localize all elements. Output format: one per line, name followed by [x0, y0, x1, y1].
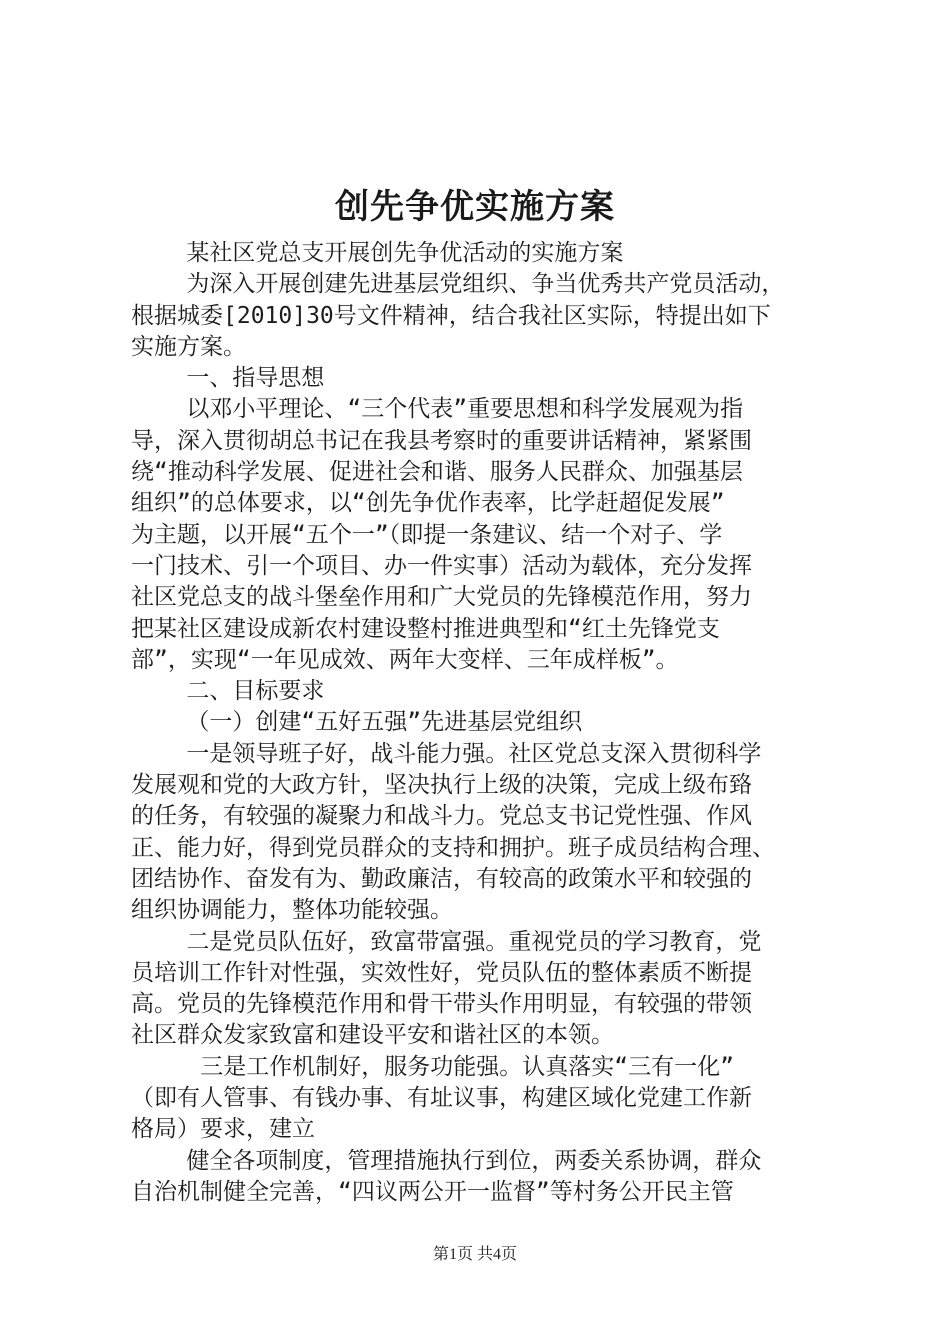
text-line: 健全各项制度，管理措施执行到位，两委关系协调，群众: [131, 1147, 762, 1174]
page-footer: 第1页 共4页: [432, 1246, 517, 1263]
text-line: 团结协作、奋发有为、勤政廉洁，有较高的政策水平和较强的: [131, 865, 752, 892]
text-line: 格局）要求，建立: [131, 1116, 315, 1143]
text-line: 高。党员的先锋模范作用和骨干带头作用明显，有较强的带领: [131, 991, 752, 1018]
text-line: 以邓小平理论、“三个代表”重要思想和科学发展观为指: [131, 396, 744, 423]
text-line: 的任务，有较强的凝聚力和战斗力。党总支书记党性强、作风: [131, 803, 752, 830]
text-line: （一）创建“五好五强”先进基层党组织: [131, 709, 583, 736]
text-line: 三是工作机制好，服务功能强。认真落实“三有一化”: [131, 1053, 734, 1080]
text-line: 一、指导思想: [131, 365, 325, 392]
text-line: 一是领导班子好，战斗能力强。社区党总支深入贯彻科学: [131, 740, 762, 767]
text-line: （即有人管事、有钱办事、有址议事，构建区域化党建工作新: [131, 1085, 752, 1112]
text-line: 部”，实现“一年见成效、两年大变样、三年成样板”。: [131, 646, 679, 673]
text-line: 为深入开展创建先进基层党组织、争当优秀共产党员活动，: [131, 271, 785, 298]
text-line: 自治机制健全完善，“四议两公开一监督”等村务公开民主管: [131, 1178, 734, 1205]
text-line: 组织协调能力，整体功能较强。: [131, 897, 453, 924]
document-title: 创先争优实施方案: [335, 187, 615, 227]
text-line: 某社区党总支开展创先争优活动的实施方案: [131, 240, 624, 266]
text-line: 社区党总支的战斗堡垒作用和广大党员的先锋模范作用，努力: [131, 584, 752, 611]
text-line: 组织”的总体要求，以“创先争优作表率，比学赶超促发展”: [131, 490, 725, 517]
document-body: [131, 238, 831, 1208]
text-line: 导，深入贯彻胡总书记在我县考察时的重要讲话精神，紧紧围: [131, 427, 752, 454]
text-line: 二是党员队伍好，致富带富强。重视党员的学习教育，党: [131, 928, 762, 955]
text-line: 社区群众发家致富和建设平安和谐社区的本领。: [131, 1022, 614, 1049]
text-line: 正、能力好，得到党员群众的支持和拥护。班子成员结构合理、: [131, 834, 775, 861]
text-line: 员培训工作针对性强，实效性好，党员队伍的整体素质不断提: [131, 959, 752, 986]
text-line: 一门技术、引一个项目、办一件实事）活动为载体，充分发挥: [131, 552, 752, 579]
text-line: 实施方案。: [131, 333, 246, 360]
text-line: 根据城委[2010]30号文件精神，结合我社区实际，特提出如下: [131, 302, 771, 329]
text-line: 为主题，以开展“五个一”（即提一条建议、结一个对子、学: [131, 521, 723, 548]
text-line: 发展观和党的大政方针，坚决执行上级的决策，完成上级布臵: [131, 772, 752, 799]
text-line: 二、目标要求: [131, 678, 325, 705]
text-line: 绕“推动科学发展、促进社会和谐、服务人民群众、加强基层: [131, 459, 743, 486]
text-line: 把某社区建设成新农村建设整村推进典型和“红土先锋党支: [131, 615, 720, 642]
